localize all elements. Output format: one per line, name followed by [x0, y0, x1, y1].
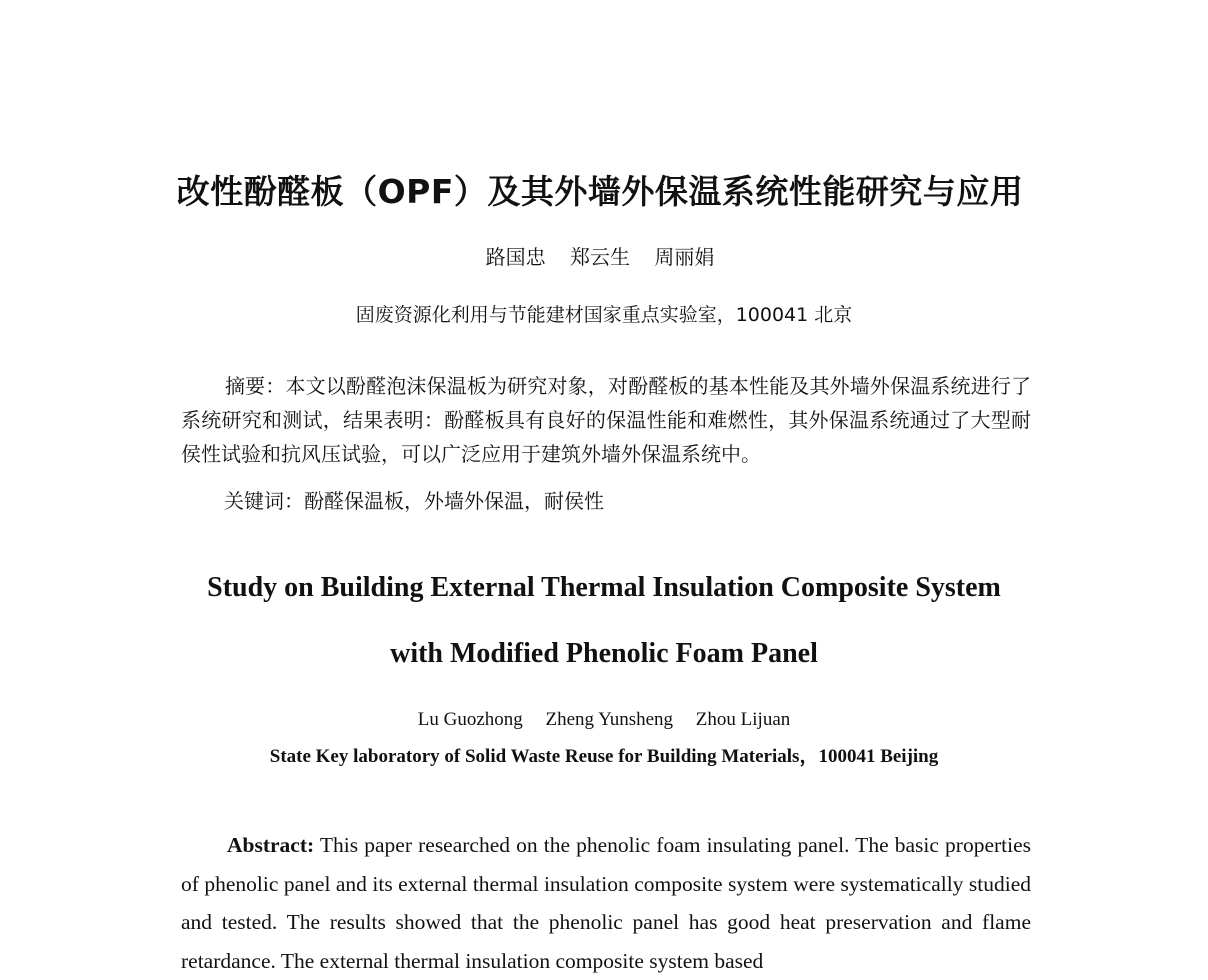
- english-abstract-paragraph: [181, 826, 1031, 980]
- english-abstract-text: This paper researched on the phenolic foam insulating panel. The basic properties of phenolic panel and its external thermal insulation composite system were systematically studied and tested. The results showed that the phenolic panel has good heat preservation and flame retardance. The external thermal insulation composite system based: [181, 833, 1031, 973]
- english-abstract: [181, 826, 1031, 980]
- chinese-author: 周丽娟: [654, 245, 715, 269]
- abstract-label: Abstract:: [227, 833, 315, 857]
- english-author: Lu Guozhong: [417, 709, 523, 730]
- chinese-keywords: 关键词：酚醛保温板，外墙外保温，耐侯性: [224, 489, 604, 513]
- chinese-author: 路国忠: [485, 245, 546, 269]
- chinese-abstract: [181, 369, 1031, 471]
- chinese-authors: [0, 241, 1200, 270]
- english-author: Zheng Yunsheng: [545, 709, 674, 730]
- english-affiliation: State Key laboratory of Solid Waste Reuse for Building Materials，100041 Beijing: [269, 746, 939, 767]
- english-title-line-1: Study on Building External Thermal Insulation Composite System: [207, 572, 1001, 603]
- english-title-line-2: with Modified Phenolic Foam Panel: [390, 638, 818, 669]
- english-author: Zhou Lijuan: [695, 709, 791, 730]
- chinese-author: 郑云生: [570, 245, 630, 269]
- chinese-affiliation: 固废资源化利用与节能建材国家重点实验室，100041 北京: [355, 304, 853, 326]
- chinese-abstract-text: 摘要：本文以酚醛泡沫保温板为研究对象，对酚醛板的基本性能及其外墙外保温系统进行了系统研究和测试，结果表明：酚醛板具有良好的保温性能和难燃性，其外保温系统通过了大型耐侯性试验和抗风压试验，可以广泛应用于建筑外墙外保温系统中。: [181, 374, 1031, 466]
- english-authors: [0, 709, 1208, 731]
- chinese-title: 改性酚醛板（OPF）及其外墙外保温系统性能研究与应用: [176, 172, 1024, 211]
